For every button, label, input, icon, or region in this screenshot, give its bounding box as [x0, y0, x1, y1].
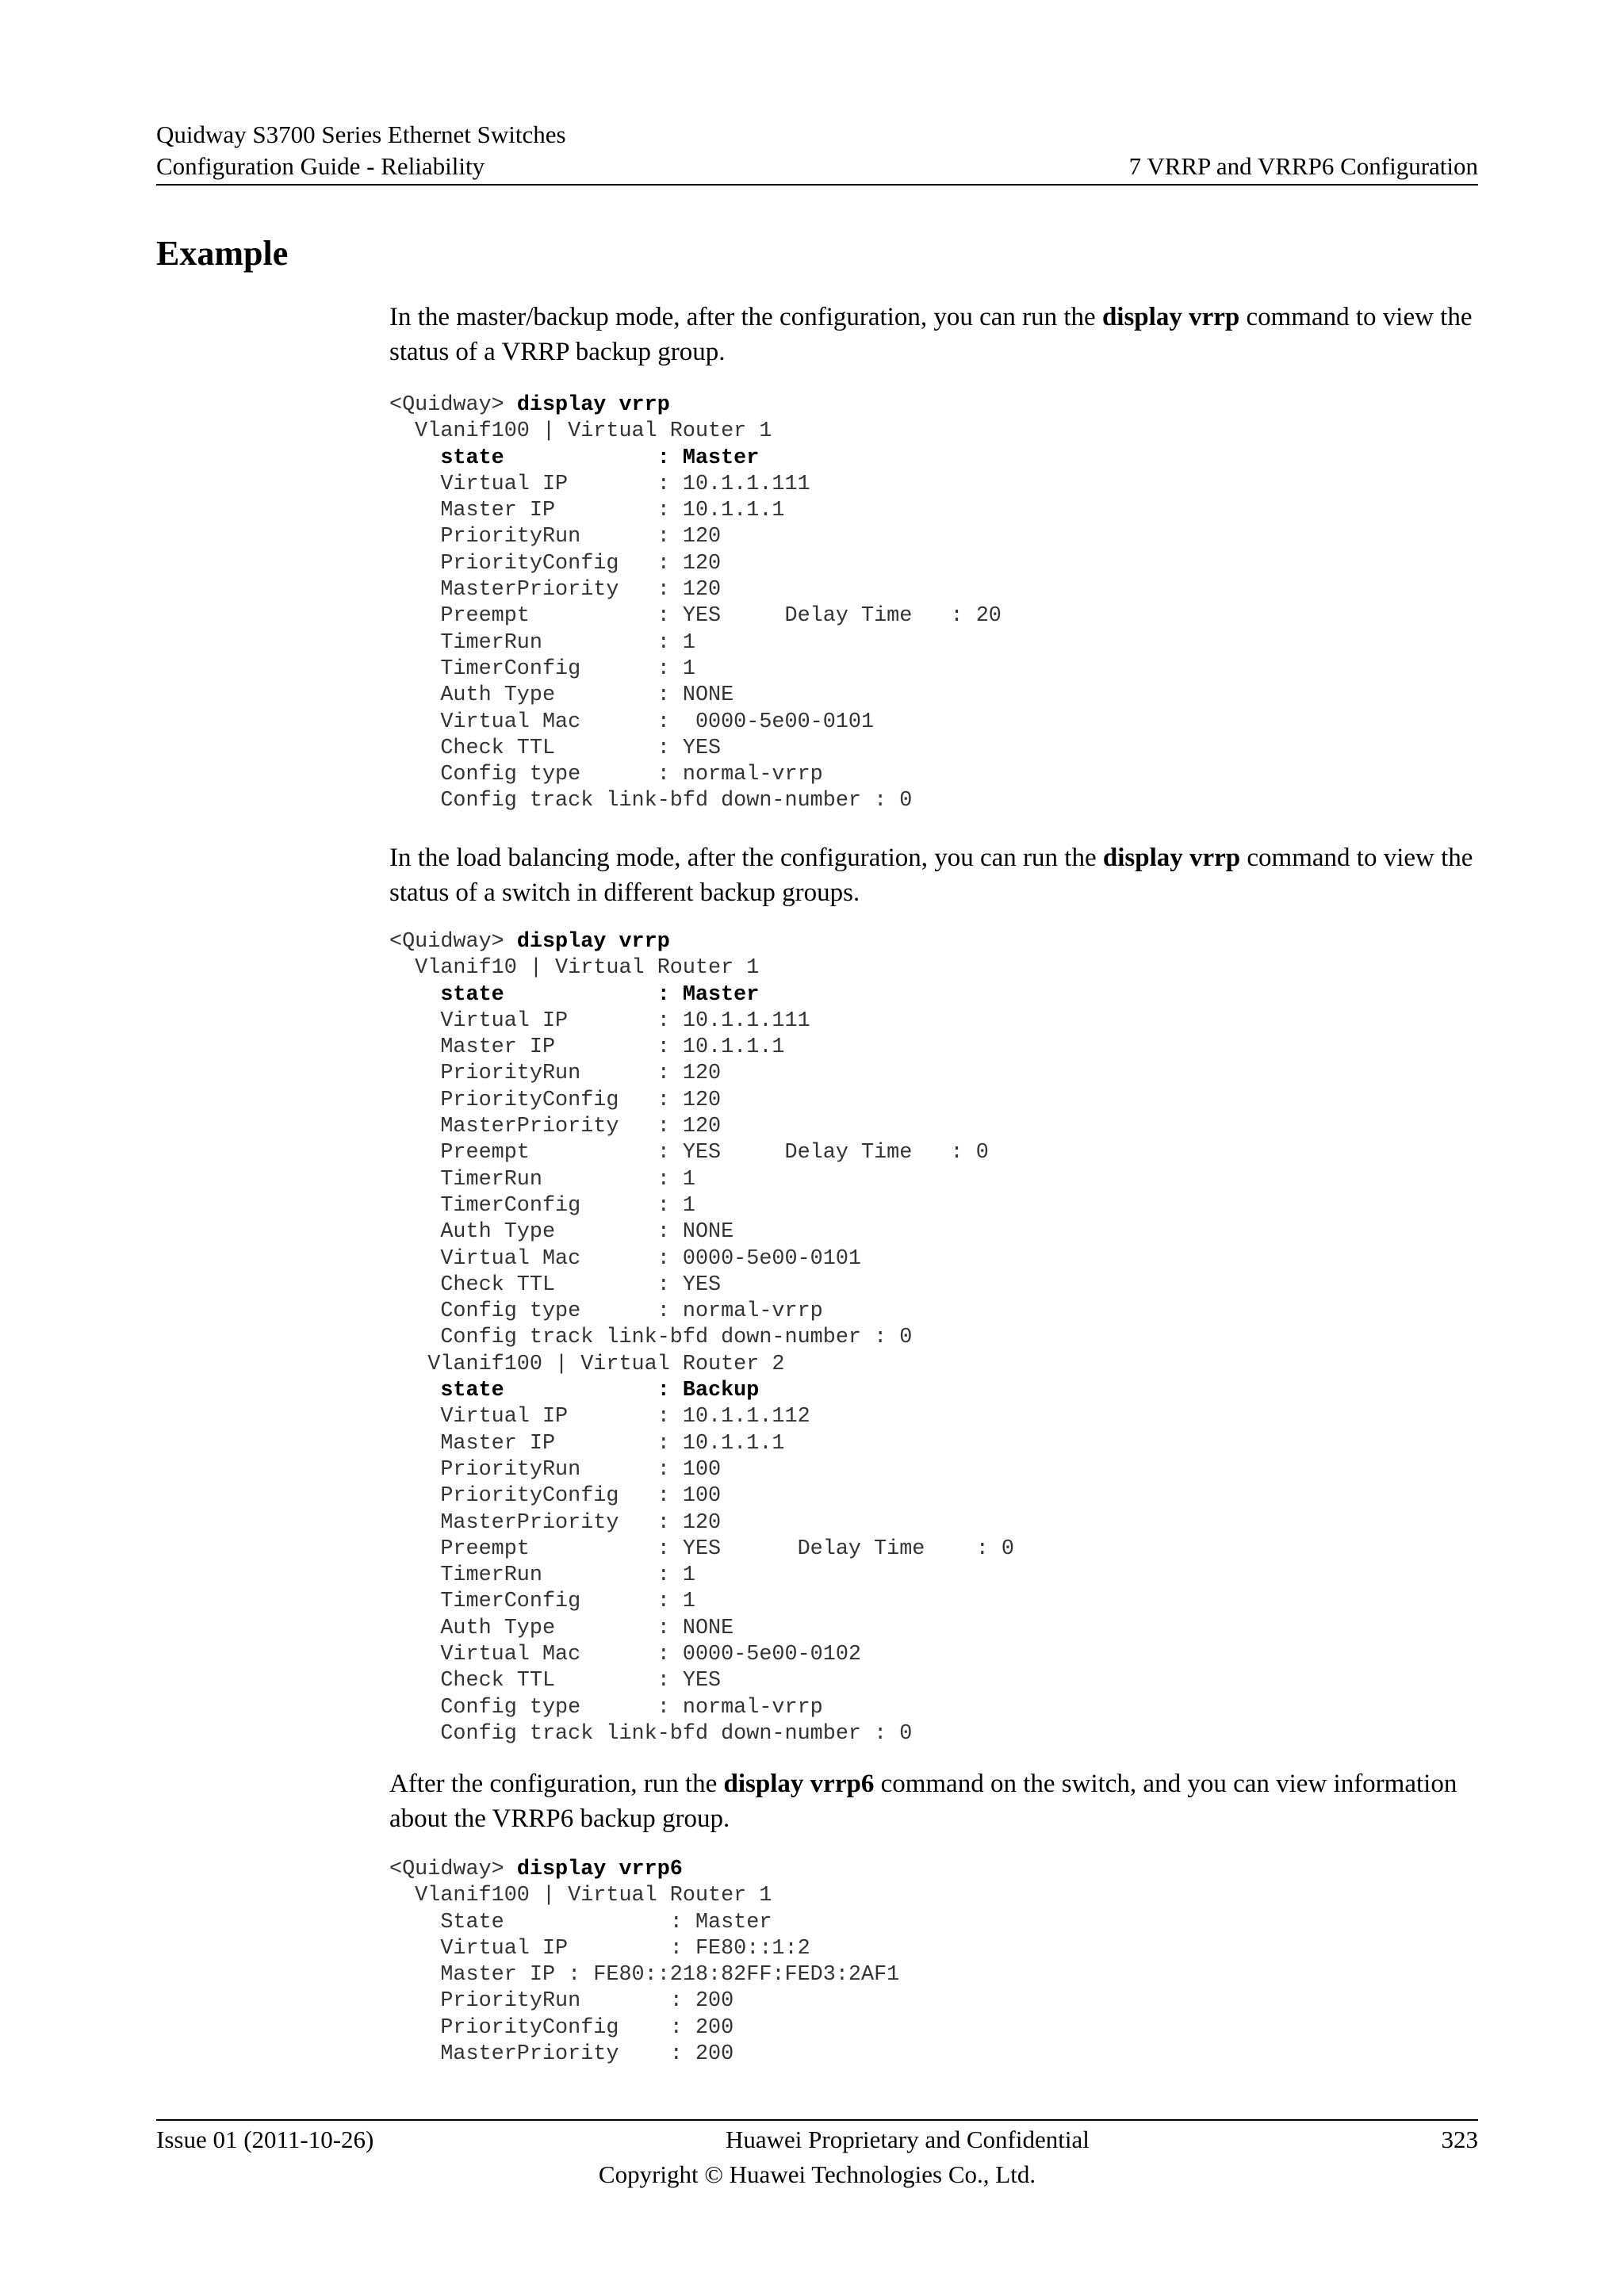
code-line [389, 1457, 1014, 1483]
code-line [389, 1857, 899, 1883]
code-line [389, 1272, 1014, 1299]
paragraph-load-balancing [389, 840, 1478, 910]
code-line [389, 1061, 1014, 1087]
para-text: In the load balancing mode, after the configuration, you can run the [389, 844, 1103, 872]
code-text: Vlanif10 | Virtual Router 1 [389, 956, 760, 981]
code-text: PriorityConfig : 100 [389, 1484, 722, 1509]
code-line [389, 551, 1002, 577]
code-text: Config track link-bfd down-number : 0 [389, 1326, 913, 1350]
code-bold-text: display vrrp6 [516, 1858, 683, 1881]
code-text: MasterPriority : 120 [389, 1510, 722, 1535]
command-name: display vrrp [1102, 844, 1241, 872]
code-line [389, 1008, 1014, 1035]
code-line [389, 788, 1002, 814]
code-line [389, 419, 1002, 445]
code-line [389, 1988, 899, 2015]
code-block-vrrp6 [389, 1857, 899, 2068]
header-divider [156, 184, 1478, 186]
code-line [389, 1299, 1014, 1325]
code-text: PriorityRun : 120 [389, 525, 722, 549]
code-text: TimerRun : 1 [389, 1563, 695, 1588]
code-text: Preempt : YES Delay Time : 0 [389, 1141, 989, 1165]
footer-confidential: Huawei Proprietary and Confidential [726, 2126, 1090, 2153]
header-product: Quidway S3700 Series Ethernet Switches [156, 121, 566, 148]
code-line [389, 1246, 1014, 1272]
code-line [389, 1114, 1014, 1140]
code-line [389, 1668, 1014, 1694]
code-text: Check TTL : YES [389, 1669, 722, 1693]
code-line [389, 1352, 1014, 1378]
code-text: PriorityRun : 100 [389, 1457, 722, 1482]
code-text: Config type : normal-vrrp [389, 1695, 823, 1720]
code-text: State : Master [389, 1910, 772, 1934]
code-text: PriorityRun : 200 [389, 1989, 734, 2014]
code-text: TimerConfig : 1 [389, 656, 695, 681]
code-text: Vlanif100 | Virtual Router 1 [389, 419, 772, 444]
code-text: Config track link-bfd down-number : 0 [389, 789, 913, 813]
code-text [389, 1379, 440, 1402]
code-text: Auth Type : NONE [389, 1616, 734, 1640]
code-line [389, 1910, 899, 1936]
command-name: display vrrp [1101, 303, 1240, 331]
code-line [389, 1325, 1014, 1351]
code-line [389, 1510, 1014, 1536]
code-line [389, 1695, 1014, 1721]
code-line [389, 472, 1002, 498]
code-text: Virtual IP : 10.1.1.112 [389, 1405, 810, 1429]
footer-divider [156, 2119, 1478, 2121]
code-line [389, 1883, 899, 1909]
code-line [389, 498, 1002, 524]
code-text: PriorityConfig : 200 [389, 2015, 734, 2040]
code-text: Config type : normal-vrrp [389, 1299, 823, 1324]
code-text: Check TTL : YES [389, 736, 722, 760]
code-line [389, 1167, 1014, 1193]
code-text: MasterPriority : 120 [389, 1115, 722, 1139]
code-text: Virtual IP : 10.1.1.111 [389, 472, 810, 496]
footer-copyright: Copyright © Huawei Technologies Co., Ltd. [598, 2160, 1036, 2188]
code-line [389, 1589, 1014, 1615]
code-line [389, 1936, 899, 1962]
code-text: Virtual Mac : 0000-5e00-0101 [389, 710, 875, 734]
para-text: After the configuration, run the [389, 1770, 724, 1798]
code-text: <Quidway> [389, 393, 517, 417]
code-text: PriorityRun : 120 [389, 1062, 722, 1086]
code-text: Auth Type : NONE [389, 683, 734, 708]
code-text: Master IP : FE80::218:82FF:FED3:2AF1 [389, 1963, 900, 1988]
code-text: MasterPriority : 120 [389, 578, 722, 603]
code-text: Auth Type : NONE [389, 1220, 734, 1245]
code-line [389, 1219, 1014, 1246]
page-number: 323 [1441, 2126, 1478, 2153]
code-text: <Quidway> [389, 930, 517, 954]
paragraph-master-backup [389, 300, 1478, 369]
code-text [389, 446, 440, 470]
code-line [389, 736, 1002, 762]
code-line [389, 982, 1014, 1008]
code-line [389, 929, 1014, 955]
code-text: Preempt : YES Delay Time : 20 [389, 604, 1002, 629]
header-guide: Configuration Guide - Reliability [156, 152, 485, 180]
code-text: Virtual Mac : 0000-5e00-0102 [389, 1643, 861, 1667]
code-line [389, 1483, 1014, 1510]
code-line [389, 656, 1002, 683]
code-bold-text: state : Master [440, 982, 760, 1007]
page-header [156, 119, 1478, 182]
code-line [389, 1616, 1014, 1642]
code-line [389, 2015, 899, 2042]
code-text: Config track link-bfd down-number : 0 [389, 1721, 913, 1746]
code-line [389, 1378, 1014, 1404]
code-line [389, 2042, 899, 2068]
code-line [389, 392, 1002, 419]
code-line [389, 577, 1002, 603]
code-text: PriorityConfig : 120 [389, 551, 722, 576]
header-chapter: 7 VRRP and VRRP6 Configuration [1128, 152, 1478, 180]
code-line [389, 955, 1014, 982]
code-text: <Quidway> [389, 1858, 517, 1881]
code-line [389, 1563, 1014, 1589]
code-bold-text: display vrrp [516, 930, 670, 954]
code-line [389, 710, 1002, 736]
code-line [389, 1140, 1014, 1166]
para-text: command to view the status of a switch in different backup groups. [389, 844, 1473, 907]
code-text: Master IP : 10.1.1.1 [389, 1431, 785, 1456]
page-footer [156, 2122, 1478, 2192]
code-block-vrrp-master-backup [389, 392, 1002, 815]
code-text: Preempt : YES Delay Time : 0 [389, 1536, 1014, 1561]
code-text: TimerConfig : 1 [389, 1590, 695, 1614]
code-line [389, 630, 1002, 656]
code-text: MasterPriority : 200 [389, 2042, 734, 2067]
code-line [389, 446, 1002, 472]
command-name: display vrrp6 [723, 1770, 875, 1798]
code-text: TimerRun : 1 [389, 1167, 695, 1192]
code-line [389, 683, 1002, 709]
code-line [389, 1088, 1014, 1114]
code-text: Vlanif100 | Virtual Router 1 [389, 1884, 772, 1908]
code-line [389, 762, 1002, 788]
para-text: In the master/backup mode, after the configuration, you can run the [389, 303, 1102, 331]
code-text: Check TTL : YES [389, 1272, 722, 1297]
code-text: TimerConfig : 1 [389, 1193, 695, 1218]
para-text: command to view the status of a VRRP backup group. [389, 303, 1473, 366]
code-bold-text: state : Backup [440, 1379, 760, 1403]
code-text: Virtual Mac : 0000-5e00-0101 [389, 1246, 861, 1271]
code-line [389, 1035, 1014, 1061]
code-line [389, 1642, 1014, 1668]
code-line [389, 1962, 899, 1988]
code-line [389, 1536, 1014, 1563]
code-block-vrrp-load-balancing [389, 929, 1014, 1747]
code-line [389, 603, 1002, 629]
code-text: TimerRun : 1 [389, 630, 695, 655]
para-text: command on the switch, and you can view information about the VRRP6 backup group. [389, 1770, 1457, 1833]
code-text: Virtual IP : 10.1.1.111 [389, 1008, 810, 1033]
code-text: PriorityConfig : 120 [389, 1088, 722, 1112]
code-line [389, 1193, 1014, 1219]
code-text: Virtual IP : FE80::1:2 [389, 1936, 810, 1961]
code-bold-text: display vrrp [516, 393, 670, 417]
code-text: Master IP : 10.1.1.1 [389, 499, 785, 523]
code-text [389, 983, 440, 1007]
footer-issue: Issue 01 (2011-10-26) [156, 2126, 374, 2153]
code-text: Master IP : 10.1.1.1 [389, 1035, 785, 1060]
code-text: Vlanif100 | Virtual Router 2 [389, 1352, 785, 1376]
section-title: Example [156, 234, 289, 273]
code-line [389, 1404, 1014, 1430]
code-line [389, 524, 1002, 550]
code-line [389, 1431, 1014, 1457]
code-bold-text: state : Master [440, 446, 760, 470]
code-line [389, 1721, 1014, 1747]
code-text: Config type : normal-vrrp [389, 763, 823, 787]
paragraph-vrrp6 [389, 1766, 1478, 1836]
